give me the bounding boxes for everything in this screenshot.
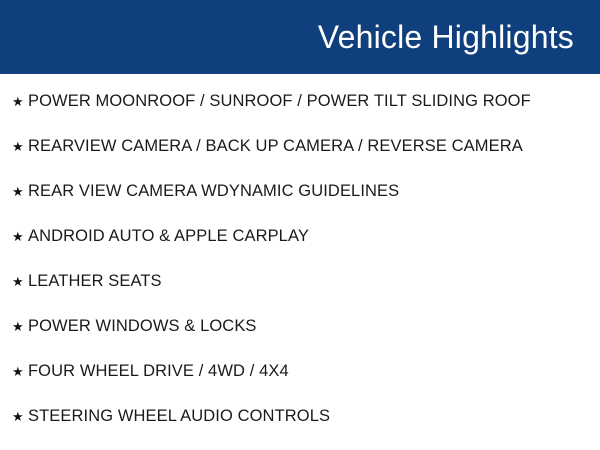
star-bullet-icon: ★ xyxy=(12,94,24,109)
star-bullet-icon: ★ xyxy=(12,184,24,199)
highlight-label: REAR VIEW CAMERA WDYNAMIC GUIDELINES xyxy=(28,182,400,200)
highlight-label: REARVIEW CAMERA / BACK UP CAMERA / REVERSE CAMERA xyxy=(28,137,523,155)
highlight-label: POWER MOONROOF / SUNROOF / POWER TILT SLIDING ROOF xyxy=(28,92,531,110)
star-bullet-icon: ★ xyxy=(12,274,24,289)
highlight-label: LEATHER SEATS xyxy=(28,272,162,290)
page-title: Vehicle Highlights xyxy=(317,19,574,55)
star-bullet-icon: ★ xyxy=(12,319,24,334)
highlights-list xyxy=(0,74,600,450)
list-item xyxy=(0,360,600,405)
list-item xyxy=(0,270,600,315)
star-bullet-icon: ★ xyxy=(12,409,24,424)
star-bullet-icon: ★ xyxy=(12,139,24,154)
highlight-label: STEERING WHEEL AUDIO CONTROLS xyxy=(28,407,331,425)
list-item xyxy=(0,135,600,180)
highlight-label: FOUR WHEEL DRIVE / 4WD / 4X4 xyxy=(28,362,289,380)
star-bullet-icon: ★ xyxy=(12,229,24,244)
list-item xyxy=(0,180,600,225)
list-item xyxy=(0,315,600,360)
header-bar xyxy=(0,0,600,74)
star-bullet-icon: ★ xyxy=(12,364,24,379)
highlight-label: ANDROID AUTO & APPLE CARPLAY xyxy=(28,227,309,245)
list-item xyxy=(0,90,600,135)
highlight-label: POWER WINDOWS & LOCKS xyxy=(28,317,257,335)
list-item xyxy=(0,405,600,450)
list-item xyxy=(0,225,600,270)
